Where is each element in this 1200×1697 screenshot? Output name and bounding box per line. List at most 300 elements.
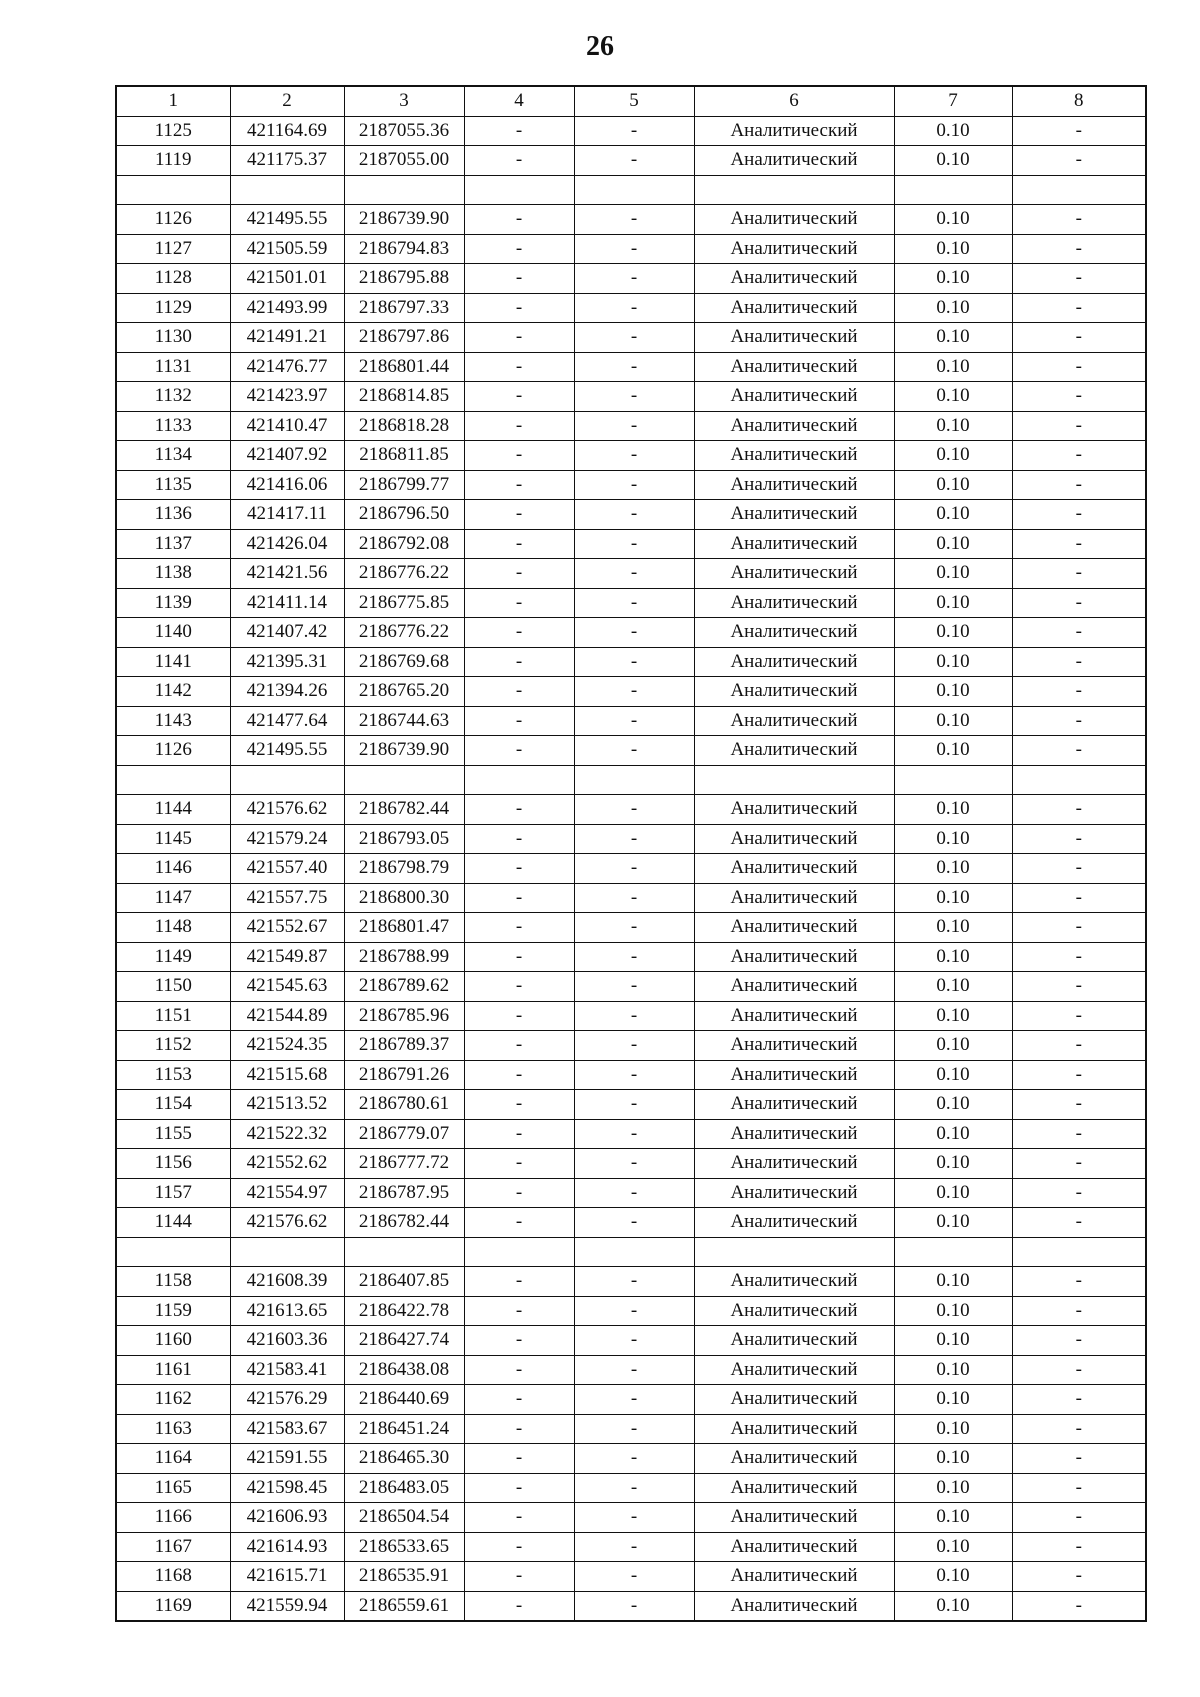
cell-col-4-value: -: [464, 736, 574, 766]
cell-y-coordinate: 2186777.72: [344, 1149, 464, 1179]
table-row: [116, 618, 1146, 648]
cell-accuracy: 0.10: [894, 470, 1012, 500]
cell-col-5-value: -: [574, 854, 694, 884]
cell-point-number: 1139: [116, 588, 230, 618]
cell-method: [694, 175, 894, 205]
cell-col-5-value: -: [574, 1385, 694, 1415]
cell-method: Аналитический: [694, 1562, 894, 1592]
cell-x-coordinate: 421411.14: [230, 588, 344, 618]
cell-col-8-value: -: [1012, 1031, 1146, 1061]
cell-point-number: 1138: [116, 559, 230, 589]
cell-col-5-value: -: [574, 146, 694, 176]
cell-method: Аналитический: [694, 1090, 894, 1120]
cell-x-coordinate: 421493.99: [230, 293, 344, 323]
cell-method: Аналитический: [694, 736, 894, 766]
cell-y-coordinate: 2186451.24: [344, 1414, 464, 1444]
cell-method: Аналитический: [694, 352, 894, 382]
cell-y-coordinate: 2186795.88: [344, 264, 464, 294]
cell-point-number: 1166: [116, 1503, 230, 1533]
cell-point-number: 1126: [116, 205, 230, 235]
cell-col-5-value: -: [574, 972, 694, 1002]
cell-accuracy: 0.10: [894, 1326, 1012, 1356]
cell-col-5-value: -: [574, 677, 694, 707]
cell-col-4-value: -: [464, 205, 574, 235]
cell-col-5-value: -: [574, 1444, 694, 1474]
cell-accuracy: 0.10: [894, 1149, 1012, 1179]
cell-accuracy: 0.10: [894, 706, 1012, 736]
cell-point-number: 1131: [116, 352, 230, 382]
cell-col-4-value: -: [464, 382, 574, 412]
cell-x-coordinate: 421421.56: [230, 559, 344, 589]
cell-y-coordinate: 2186776.22: [344, 559, 464, 589]
cell-col-5-value: -: [574, 647, 694, 677]
cell-col-8-value: -: [1012, 1562, 1146, 1592]
table-row: [116, 972, 1146, 1002]
column-header-4: 4: [464, 86, 574, 116]
cell-y-coordinate: 2186559.61: [344, 1591, 464, 1621]
cell-col-4-value: -: [464, 1562, 574, 1592]
cell-col-4-value: -: [464, 1178, 574, 1208]
cell-y-coordinate: 2186744.63: [344, 706, 464, 736]
cell-x-coordinate: 421505.59: [230, 234, 344, 264]
cell-x-coordinate: 421394.26: [230, 677, 344, 707]
cell-col-5-value: -: [574, 441, 694, 471]
cell-col-4-value: -: [464, 441, 574, 471]
cell-x-coordinate: [230, 765, 344, 795]
cell-col-5-value: -: [574, 470, 694, 500]
cell-x-coordinate: 421606.93: [230, 1503, 344, 1533]
cell-point-number: 1146: [116, 854, 230, 884]
cell-x-coordinate: 421576.29: [230, 1385, 344, 1415]
cell-col-4-value: -: [464, 1385, 574, 1415]
cell-x-coordinate: 421583.67: [230, 1414, 344, 1444]
cell-point-number: 1164: [116, 1444, 230, 1474]
cell-col-5-value: -: [574, 1562, 694, 1592]
cell-col-5-value: -: [574, 1149, 694, 1179]
cell-col-4-value: -: [464, 854, 574, 884]
cell-col-4-value: -: [464, 352, 574, 382]
cell-col-4-value: -: [464, 824, 574, 854]
cell-point-number: 1150: [116, 972, 230, 1002]
cell-x-coordinate: 421583.41: [230, 1355, 344, 1385]
cell-col-5-value: -: [574, 1414, 694, 1444]
cell-method: [694, 765, 894, 795]
cell-method: Аналитический: [694, 559, 894, 589]
cell-col-5-value: -: [574, 942, 694, 972]
cell-col-8-value: -: [1012, 1503, 1146, 1533]
cell-y-coordinate: 2186765.20: [344, 677, 464, 707]
table-row: [116, 411, 1146, 441]
cell-y-coordinate: 2186787.95: [344, 1178, 464, 1208]
cell-y-coordinate: 2186814.85: [344, 382, 464, 412]
cell-col-4-value: -: [464, 1001, 574, 1031]
cell-col-8-value: -: [1012, 1473, 1146, 1503]
cell-method: Аналитический: [694, 1326, 894, 1356]
cell-y-coordinate: 2186440.69: [344, 1385, 464, 1415]
cell-point-number: 1153: [116, 1060, 230, 1090]
table-row: [116, 854, 1146, 884]
cell-y-coordinate: 2186785.96: [344, 1001, 464, 1031]
cell-col-5-value: -: [574, 883, 694, 913]
cell-x-coordinate: 421395.31: [230, 647, 344, 677]
cell-col-5-value: -: [574, 411, 694, 441]
cell-method: Аналитический: [694, 647, 894, 677]
cell-accuracy: 0.10: [894, 1444, 1012, 1474]
cell-col-4-value: -: [464, 1060, 574, 1090]
cell-method: Аналитический: [694, 264, 894, 294]
cell-x-coordinate: 421608.39: [230, 1267, 344, 1297]
cell-y-coordinate: 2186438.08: [344, 1355, 464, 1385]
cell-method: Аналитический: [694, 146, 894, 176]
cell-y-coordinate: 2186782.44: [344, 795, 464, 825]
cell-x-coordinate: 421515.68: [230, 1060, 344, 1090]
cell-y-coordinate: 2186789.37: [344, 1031, 464, 1061]
cell-method: Аналитический: [694, 1208, 894, 1238]
cell-y-coordinate: 2186782.44: [344, 1208, 464, 1238]
cell-col-4-value: -: [464, 1208, 574, 1238]
cell-point-number: 1144: [116, 795, 230, 825]
cell-method: Аналитический: [694, 529, 894, 559]
cell-x-coordinate: 421164.69: [230, 116, 344, 146]
cell-point-number: 1119: [116, 146, 230, 176]
table-row: [116, 795, 1146, 825]
cell-y-coordinate: 2186789.62: [344, 972, 464, 1002]
cell-col-5-value: -: [574, 736, 694, 766]
cell-col-5-value: [574, 1237, 694, 1267]
cell-col-5-value: -: [574, 382, 694, 412]
cell-method: Аналитический: [694, 854, 894, 884]
table-row: [116, 1296, 1146, 1326]
cell-col-5-value: -: [574, 293, 694, 323]
cell-y-coordinate: 2186788.99: [344, 942, 464, 972]
cell-col-4-value: -: [464, 1473, 574, 1503]
cell-accuracy: 0.10: [894, 1001, 1012, 1031]
column-header-7: 7: [894, 86, 1012, 116]
cell-accuracy: 0.10: [894, 647, 1012, 677]
cell-y-coordinate: [344, 175, 464, 205]
cell-col-8-value: -: [1012, 942, 1146, 972]
cell-point-number: 1152: [116, 1031, 230, 1061]
table-row: [116, 146, 1146, 176]
cell-method: Аналитический: [694, 411, 894, 441]
cell-method: Аналитический: [694, 1473, 894, 1503]
cell-y-coordinate: 2186811.85: [344, 441, 464, 471]
table-row: [116, 1267, 1146, 1297]
cell-accuracy: 0.10: [894, 795, 1012, 825]
cell-point-number: 1156: [116, 1149, 230, 1179]
cell-accuracy: 0.10: [894, 441, 1012, 471]
cell-accuracy: 0.10: [894, 500, 1012, 530]
cell-col-4-value: [464, 175, 574, 205]
cell-y-coordinate: 2186797.33: [344, 293, 464, 323]
cell-y-coordinate: [344, 1237, 464, 1267]
cell-y-coordinate: 2186407.85: [344, 1267, 464, 1297]
cell-col-4-value: -: [464, 411, 574, 441]
cell-accuracy: 0.10: [894, 1178, 1012, 1208]
column-header-8: 8: [1012, 86, 1146, 116]
cell-accuracy: 0.10: [894, 736, 1012, 766]
cell-col-5-value: -: [574, 205, 694, 235]
column-header-2: 2: [230, 86, 344, 116]
cell-point-number: 1137: [116, 529, 230, 559]
table-row: [116, 1473, 1146, 1503]
cell-x-coordinate: [230, 1237, 344, 1267]
cell-col-4-value: -: [464, 1591, 574, 1621]
table-row: [116, 1414, 1146, 1444]
cell-method: Аналитический: [694, 1385, 894, 1415]
cell-y-coordinate: 2186422.78: [344, 1296, 464, 1326]
table-header: [116, 86, 1146, 116]
table-row: [116, 1001, 1146, 1031]
cell-col-8-value: -: [1012, 1326, 1146, 1356]
cell-y-coordinate: 2186427.74: [344, 1326, 464, 1356]
separator-row: [116, 765, 1146, 795]
table-row: [116, 1090, 1146, 1120]
separator-row: [116, 1237, 1146, 1267]
cell-x-coordinate: 421549.87: [230, 942, 344, 972]
column-header-6: 6: [694, 86, 894, 116]
cell-y-coordinate: [344, 765, 464, 795]
cell-x-coordinate: 421613.65: [230, 1296, 344, 1326]
cell-point-number: 1145: [116, 824, 230, 854]
cell-accuracy: 0.10: [894, 1060, 1012, 1090]
cell-point-number: 1127: [116, 234, 230, 264]
table-row: [116, 352, 1146, 382]
cell-y-coordinate: 2186776.22: [344, 618, 464, 648]
cell-col-8-value: -: [1012, 116, 1146, 146]
cell-col-8-value: -: [1012, 264, 1146, 294]
cell-accuracy: 0.10: [894, 1119, 1012, 1149]
cell-method: Аналитический: [694, 234, 894, 264]
cell-y-coordinate: 2186799.77: [344, 470, 464, 500]
cell-x-coordinate: 421552.62: [230, 1149, 344, 1179]
cell-method: Аналитический: [694, 1532, 894, 1562]
table-row: [116, 883, 1146, 913]
table-row: [116, 1208, 1146, 1238]
cell-col-8-value: -: [1012, 441, 1146, 471]
table-row: [116, 264, 1146, 294]
cell-point-number: 1154: [116, 1090, 230, 1120]
cell-col-8-value: -: [1012, 1178, 1146, 1208]
cell-accuracy: 0.10: [894, 323, 1012, 353]
cell-col-5-value: -: [574, 588, 694, 618]
cell-method: Аналитический: [694, 913, 894, 943]
cell-method: Аналитический: [694, 942, 894, 972]
table-row: [116, 706, 1146, 736]
cell-method: Аналитический: [694, 293, 894, 323]
cell-col-4-value: -: [464, 1532, 574, 1562]
cell-col-5-value: -: [574, 1267, 694, 1297]
cell-accuracy: 0.10: [894, 1503, 1012, 1533]
cell-method: Аналитический: [694, 441, 894, 471]
table-body: [116, 116, 1146, 1621]
cell-x-coordinate: 421495.55: [230, 205, 344, 235]
cell-method: Аналитический: [694, 323, 894, 353]
cell-col-5-value: -: [574, 1119, 694, 1149]
cell-y-coordinate: 2186794.83: [344, 234, 464, 264]
cell-method: Аналитический: [694, 824, 894, 854]
cell-accuracy: [894, 175, 1012, 205]
cell-col-8-value: -: [1012, 824, 1146, 854]
cell-method: Аналитический: [694, 1296, 894, 1326]
cell-point-number: [116, 765, 230, 795]
column-header-5: 5: [574, 86, 694, 116]
cell-point-number: 1169: [116, 1591, 230, 1621]
cell-accuracy: 0.10: [894, 1532, 1012, 1562]
cell-col-5-value: -: [574, 529, 694, 559]
cell-method: Аналитический: [694, 795, 894, 825]
cell-method: Аналитический: [694, 382, 894, 412]
cell-col-8-value: -: [1012, 1149, 1146, 1179]
table-row: [116, 1532, 1146, 1562]
cell-accuracy: 0.10: [894, 1355, 1012, 1385]
cell-accuracy: 0.10: [894, 942, 1012, 972]
cell-col-5-value: -: [574, 913, 694, 943]
cell-accuracy: 0.10: [894, 972, 1012, 1002]
table-row: [116, 588, 1146, 618]
cell-col-8-value: -: [1012, 1355, 1146, 1385]
cell-y-coordinate: 2187055.00: [344, 146, 464, 176]
cell-col-4-value: -: [464, 323, 574, 353]
table-row: [116, 736, 1146, 766]
cell-y-coordinate: 2186483.05: [344, 1473, 464, 1503]
table-row: [116, 1503, 1146, 1533]
cell-col-8-value: -: [1012, 382, 1146, 412]
cell-point-number: 1135: [116, 470, 230, 500]
cell-point-number: 1133: [116, 411, 230, 441]
cell-y-coordinate: 2186791.26: [344, 1060, 464, 1090]
cell-col-4-value: -: [464, 618, 574, 648]
cell-accuracy: 0.10: [894, 1208, 1012, 1238]
cell-point-number: 1140: [116, 618, 230, 648]
cell-col-4-value: -: [464, 677, 574, 707]
cell-y-coordinate: 2186779.07: [344, 1119, 464, 1149]
cell-col-4-value: -: [464, 293, 574, 323]
cell-method: Аналитический: [694, 1414, 894, 1444]
cell-col-5-value: -: [574, 1060, 694, 1090]
cell-accuracy: 0.10: [894, 382, 1012, 412]
cell-accuracy: 0.10: [894, 913, 1012, 943]
cell-method: Аналитический: [694, 972, 894, 1002]
cell-col-4-value: -: [464, 1149, 574, 1179]
cell-col-4-value: -: [464, 264, 574, 294]
cell-col-8-value: -: [1012, 234, 1146, 264]
cell-x-coordinate: 421615.71: [230, 1562, 344, 1592]
cell-col-5-value: -: [574, 1001, 694, 1031]
cell-point-number: 1163: [116, 1414, 230, 1444]
cell-col-8-value: -: [1012, 1591, 1146, 1621]
cell-col-5-value: -: [574, 1090, 694, 1120]
cell-col-5-value: -: [574, 706, 694, 736]
cell-x-coordinate: 421426.04: [230, 529, 344, 559]
cell-col-4-value: -: [464, 234, 574, 264]
cell-y-coordinate: 2186792.08: [344, 529, 464, 559]
cell-y-coordinate: 2186793.05: [344, 824, 464, 854]
cell-y-coordinate: 2186797.86: [344, 323, 464, 353]
cell-col-8-value: -: [1012, 323, 1146, 353]
cell-x-coordinate: [230, 175, 344, 205]
cell-accuracy: 0.10: [894, 293, 1012, 323]
cell-point-number: 1147: [116, 883, 230, 913]
cell-method: Аналитический: [694, 1031, 894, 1061]
cell-col-4-value: -: [464, 795, 574, 825]
cell-method: Аналитический: [694, 1503, 894, 1533]
cell-method: Аналитический: [694, 1149, 894, 1179]
cell-col-8-value: -: [1012, 1532, 1146, 1562]
cell-col-5-value: -: [574, 1503, 694, 1533]
cell-col-8-value: -: [1012, 146, 1146, 176]
cell-x-coordinate: 421554.97: [230, 1178, 344, 1208]
cell-col-5-value: -: [574, 1591, 694, 1621]
cell-point-number: 1155: [116, 1119, 230, 1149]
cell-x-coordinate: 421552.67: [230, 913, 344, 943]
cell-point-number: 1158: [116, 1267, 230, 1297]
cell-col-8-value: -: [1012, 795, 1146, 825]
cell-y-coordinate: 2186739.90: [344, 736, 464, 766]
cell-col-8-value: -: [1012, 411, 1146, 441]
cell-col-4-value: [464, 765, 574, 795]
cell-method: Аналитический: [694, 677, 894, 707]
cell-x-coordinate: 421598.45: [230, 1473, 344, 1503]
cell-y-coordinate: 2186818.28: [344, 411, 464, 441]
cell-method: Аналитический: [694, 470, 894, 500]
cell-point-number: 1130: [116, 323, 230, 353]
table-row: [116, 824, 1146, 854]
cell-x-coordinate: 421544.89: [230, 1001, 344, 1031]
cell-method: Аналитический: [694, 706, 894, 736]
cell-col-4-value: -: [464, 146, 574, 176]
cell-accuracy: 0.10: [894, 1031, 1012, 1061]
cell-col-5-value: -: [574, 1532, 694, 1562]
cell-x-coordinate: 421417.11: [230, 500, 344, 530]
cell-x-coordinate: 421576.62: [230, 1208, 344, 1238]
cell-x-coordinate: 421491.21: [230, 323, 344, 353]
cell-point-number: 1128: [116, 264, 230, 294]
cell-x-coordinate: 421423.97: [230, 382, 344, 412]
cell-col-8-value: -: [1012, 706, 1146, 736]
table-row: [116, 1355, 1146, 1385]
cell-accuracy: 0.10: [894, 1385, 1012, 1415]
table-row: [116, 529, 1146, 559]
cell-col-5-value: -: [574, 1296, 694, 1326]
cell-col-8-value: -: [1012, 913, 1146, 943]
table-row: [116, 1562, 1146, 1592]
cell-y-coordinate: 2186800.30: [344, 883, 464, 913]
cell-col-4-value: -: [464, 1503, 574, 1533]
table-row: [116, 1444, 1146, 1474]
cell-x-coordinate: 421476.77: [230, 352, 344, 382]
cell-accuracy: 0.10: [894, 1562, 1012, 1592]
table-row: [116, 382, 1146, 412]
table-row: [116, 500, 1146, 530]
cell-point-number: 1126: [116, 736, 230, 766]
cell-col-8-value: -: [1012, 352, 1146, 382]
cell-x-coordinate: 421416.06: [230, 470, 344, 500]
cell-x-coordinate: 421576.62: [230, 795, 344, 825]
cell-col-8-value: -: [1012, 1414, 1146, 1444]
cell-accuracy: 0.10: [894, 205, 1012, 235]
cell-method: [694, 1237, 894, 1267]
cell-col-5-value: -: [574, 1031, 694, 1061]
cell-col-5-value: -: [574, 500, 694, 530]
cell-x-coordinate: 421513.52: [230, 1090, 344, 1120]
cell-method: Аналитический: [694, 500, 894, 530]
cell-method: Аналитический: [694, 883, 894, 913]
cell-col-5-value: -: [574, 1355, 694, 1385]
column-header-3: 3: [344, 86, 464, 116]
cell-point-number: 1161: [116, 1355, 230, 1385]
cell-method: Аналитический: [694, 1060, 894, 1090]
